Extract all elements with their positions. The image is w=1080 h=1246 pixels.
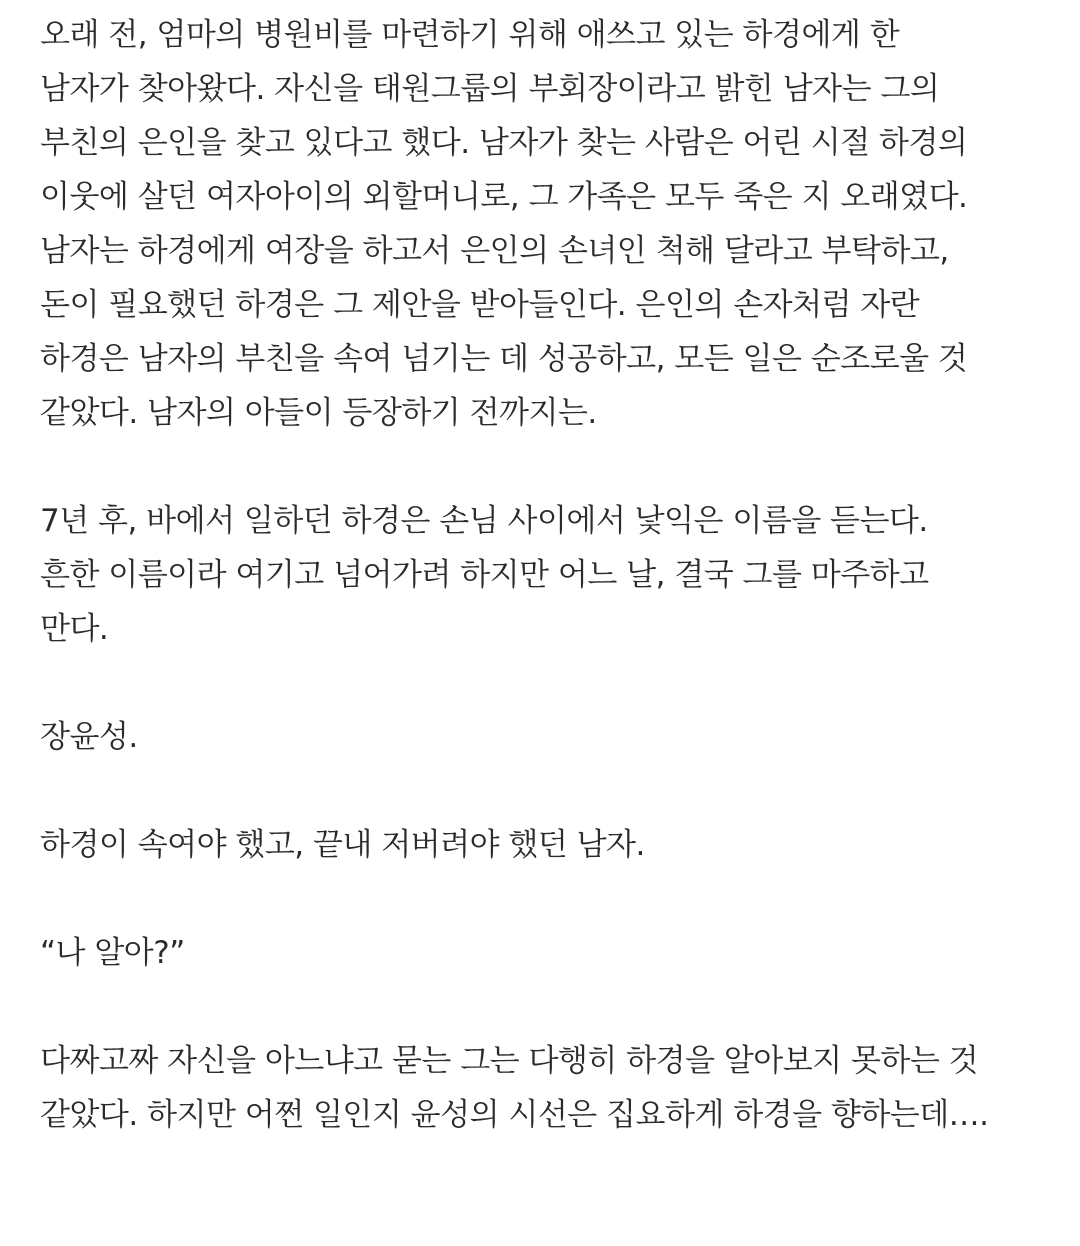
text-line: 같았다. 하지만 어쩐 일인지 윤성의 시선은 집요하게 하경을 향하는데…. (40, 1097, 989, 1133)
paragraph-5 (40, 926, 1070, 980)
text-line: 만다. (40, 611, 109, 647)
paragraph-1 (40, 8, 1070, 440)
text-line: 장윤성. (40, 719, 138, 755)
text-line: 남자가 찾아왔다. 자신을 태원그룹의 부회장이라고 밝힌 남자는 그의 (40, 71, 940, 107)
text-line: 부친의 은인을 찾고 있다고 했다. 남자가 찾는 사람은 어린 시절 하경의 (40, 125, 968, 161)
text-line: 7년 후, 바에서 일하던 하경은 손님 사이에서 낯익은 이름을 듣는다. (40, 503, 928, 539)
paragraph-4 (40, 818, 1070, 872)
paragraph-gap (40, 764, 1070, 818)
text-line: 하경은 남자의 부친을 속여 넘기는 데 성공하고, 모든 일은 순조로울 것 (40, 341, 968, 377)
text-line: 이웃에 살던 여자아이의 외할머니로, 그 가족은 모두 죽은 지 오래였다. (40, 179, 968, 215)
text-line: 오래 전, 엄마의 병원비를 마련하기 위해 애쓰고 있는 하경에게 한 (40, 17, 900, 53)
paragraph-6 (40, 1034, 1070, 1142)
text-line: 돈이 필요했던 하경은 그 제안을 받아들인다. 은인의 손자처럼 자란 (40, 287, 920, 323)
paragraph-gap (40, 440, 1070, 494)
synopsis-text (40, 8, 1070, 1142)
text-line: 하경이 속여야 했고, 끝내 저버려야 했던 남자. (40, 827, 645, 863)
paragraph-gap (40, 656, 1070, 710)
dialogue-line: “나 알아?” (40, 935, 185, 971)
paragraph-3 (40, 710, 1070, 764)
text-line: 남자는 하경에게 여장을 하고서 은인의 손녀인 척해 달라고 부탁하고, (40, 233, 949, 269)
text-line: 같았다. 남자의 아들이 등장하기 전까지는. (40, 395, 597, 431)
text-line: 다짜고짜 자신을 아느냐고 묻는 그는 다행히 하경을 알아보지 못하는 것 (40, 1043, 979, 1079)
paragraph-2 (40, 494, 1070, 656)
paragraph-gap (40, 872, 1070, 926)
paragraph-gap (40, 980, 1070, 1034)
text-line: 흔한 이름이라 여기고 넘어가려 하지만 어느 날, 결국 그를 마주하고 (40, 557, 929, 593)
